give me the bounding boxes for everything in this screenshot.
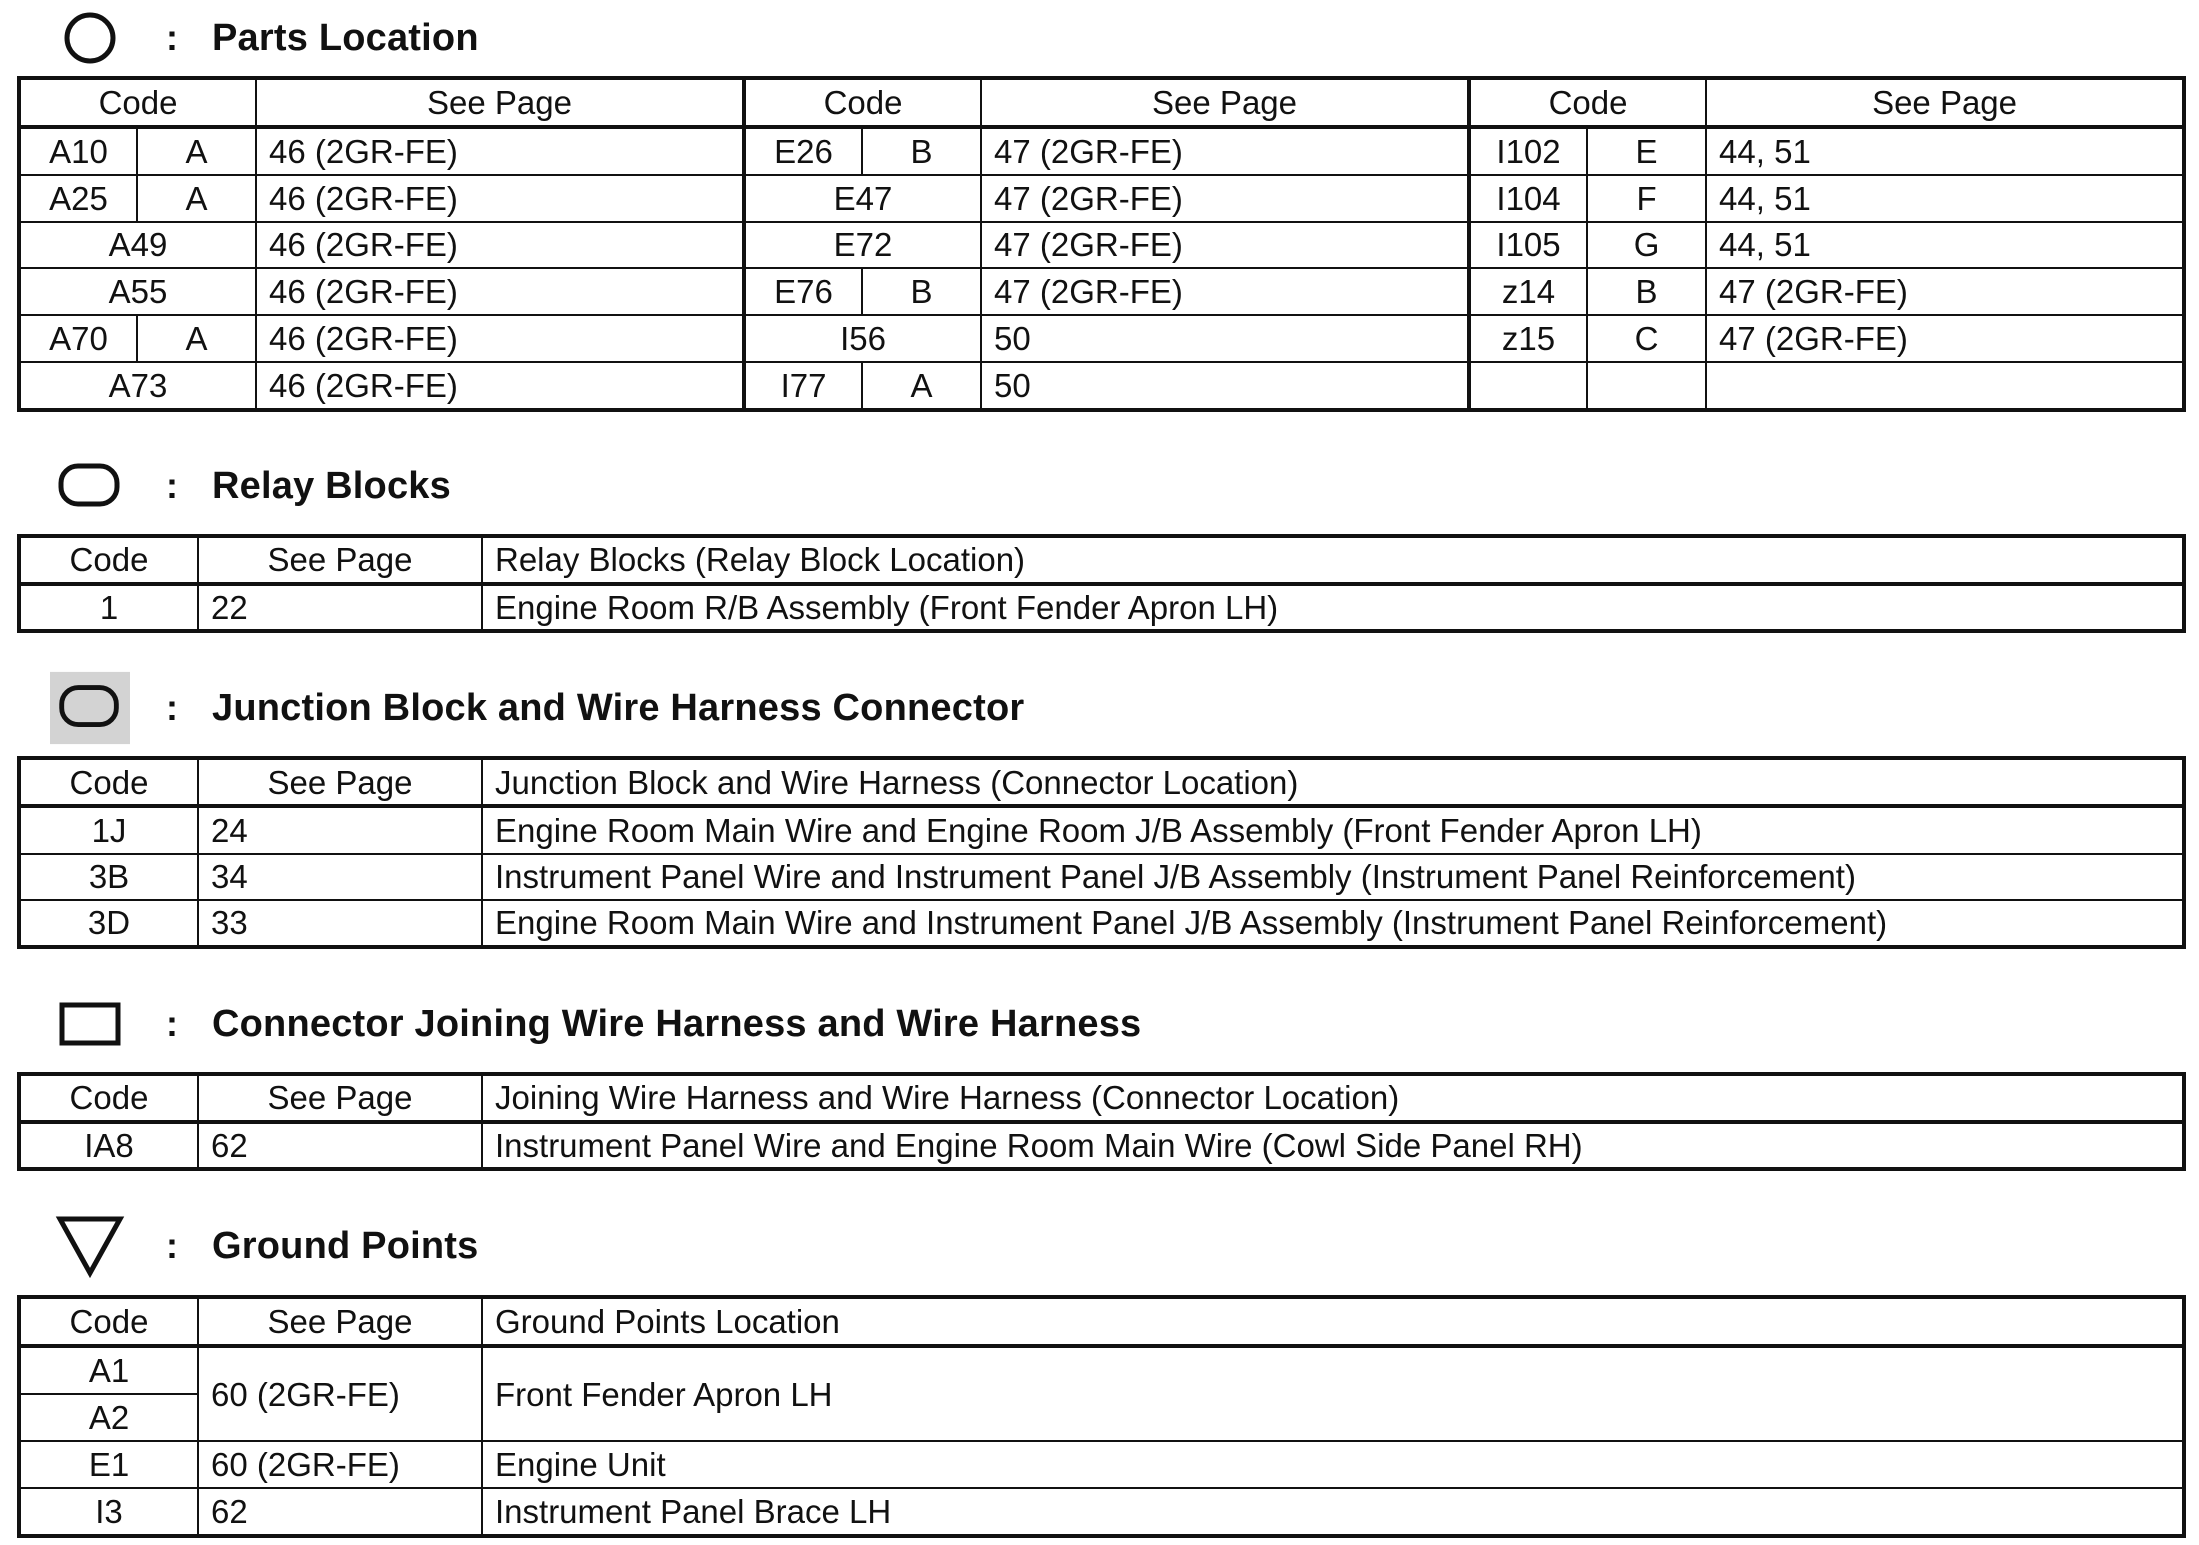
code-cell: A25 bbox=[19, 175, 137, 222]
relay-blocks-table bbox=[17, 534, 2186, 633]
heading-colon: : bbox=[166, 1003, 178, 1044]
page-cell: 47 (2GR-FE) bbox=[981, 127, 1469, 175]
page-cell: 60 (2GR-FE) bbox=[198, 1441, 482, 1488]
description-cell: Instrument Panel Wire and Instrument Panel J/B Assembly (Instrument Panel Reinforcement) bbox=[482, 854, 2184, 900]
table-row bbox=[19, 806, 2184, 853]
section-title: Relay Blocks bbox=[212, 464, 451, 507]
table-row bbox=[19, 1122, 2184, 1170]
ground-points-table bbox=[17, 1295, 2186, 1538]
heading-colon: : bbox=[166, 465, 178, 506]
header-see-page: See Page bbox=[198, 536, 482, 584]
sub-code-cell: G bbox=[1587, 222, 1706, 269]
circle-icon bbox=[50, 0, 130, 78]
header-code: Code bbox=[19, 536, 198, 584]
table-row bbox=[19, 1346, 2184, 1394]
header-code: Code bbox=[19, 78, 256, 127]
shaded-rounded-rectangle-icon bbox=[50, 668, 130, 748]
code-cell: IA8 bbox=[19, 1122, 198, 1170]
page-cell: 62 bbox=[198, 1488, 482, 1536]
header-see-page: See Page bbox=[198, 1074, 482, 1122]
junction-block-table bbox=[17, 756, 2186, 949]
header-see-page: See Page bbox=[981, 78, 1469, 127]
parts-location-table bbox=[17, 76, 2186, 412]
code-cell: A73 bbox=[19, 362, 256, 410]
table-row bbox=[19, 1488, 2184, 1536]
section-title: Junction Block and Wire Harness Connector bbox=[212, 686, 1025, 729]
table-header-row bbox=[19, 1074, 2184, 1122]
code-cell: 1J bbox=[19, 806, 198, 853]
header-description: Relay Blocks (Relay Block Location) bbox=[482, 536, 2184, 584]
heading-colon: : bbox=[166, 17, 178, 58]
code-cell: E1 bbox=[19, 1441, 198, 1488]
page-cell: 46 (2GR-FE) bbox=[256, 268, 744, 315]
page-cell: 22 bbox=[198, 584, 482, 632]
page-cell: 47 (2GR-FE) bbox=[981, 268, 1469, 315]
page-cell: 46 (2GR-FE) bbox=[256, 222, 744, 269]
code-cell: I105 bbox=[1469, 222, 1587, 269]
table-row bbox=[19, 584, 2184, 632]
joining-connector-table bbox=[17, 1072, 2186, 1171]
code-cell: A70 bbox=[19, 315, 137, 362]
page-cell: 44, 51 bbox=[1706, 175, 2184, 222]
code-cell: I56 bbox=[744, 315, 981, 362]
relay-blocks-heading bbox=[50, 446, 451, 526]
table-row bbox=[19, 1441, 2184, 1488]
header-description: Junction Block and Wire Harness (Connector Location) bbox=[482, 758, 2184, 806]
code-cell: E47 bbox=[744, 175, 981, 222]
page-cell: 60 (2GR-FE) bbox=[198, 1346, 482, 1441]
page-cell: 34 bbox=[198, 854, 482, 900]
joining-connector-heading bbox=[50, 984, 1141, 1064]
table-row bbox=[19, 268, 2184, 315]
code-cell: A1 bbox=[19, 1346, 198, 1394]
page-cell: 47 (2GR-FE) bbox=[1706, 268, 2184, 315]
header-see-page: See Page bbox=[198, 758, 482, 806]
code-cell: 1 bbox=[19, 584, 198, 632]
page-cell bbox=[1706, 362, 2184, 410]
page-cell: 46 (2GR-FE) bbox=[256, 127, 744, 175]
sub-code-cell: A bbox=[137, 175, 256, 222]
page-cell: 47 (2GR-FE) bbox=[1706, 315, 2184, 362]
table-row bbox=[19, 127, 2184, 175]
description-cell: Instrument Panel Wire and Engine Room Main Wire (Cowl Side Panel RH) bbox=[482, 1122, 2184, 1170]
table-row bbox=[19, 175, 2184, 222]
header-description: Ground Points Location bbox=[482, 1297, 2184, 1346]
code-cell: I77 bbox=[744, 362, 862, 410]
sub-code-cell: F bbox=[1587, 175, 1706, 222]
description-cell: Engine Room Main Wire and Instrument Panel J/B Assembly (Instrument Panel Reinforcement) bbox=[482, 900, 2184, 947]
table-header-row bbox=[19, 78, 2184, 127]
down-triangle-icon bbox=[50, 1206, 130, 1286]
code-cell: I102 bbox=[1469, 127, 1587, 175]
page-cell: 46 (2GR-FE) bbox=[256, 315, 744, 362]
header-code: Code bbox=[19, 1297, 198, 1346]
sub-code-cell: C bbox=[1587, 315, 1706, 362]
header-see-page: See Page bbox=[256, 78, 744, 127]
header-see-page: See Page bbox=[1706, 78, 2184, 127]
parts-location-heading bbox=[50, 0, 479, 78]
header-code: Code bbox=[19, 758, 198, 806]
section-title: Ground Points bbox=[212, 1224, 479, 1267]
code-cell: A55 bbox=[19, 268, 256, 315]
description-cell: Engine Room Main Wire and Engine Room J/B Assembly (Front Fender Apron LH) bbox=[482, 806, 2184, 853]
sub-code-cell: B bbox=[862, 127, 981, 175]
page-cell: 47 (2GR-FE) bbox=[981, 175, 1469, 222]
table-row bbox=[19, 315, 2184, 362]
page-cell: 33 bbox=[198, 900, 482, 947]
sub-code-cell: A bbox=[137, 315, 256, 362]
code-cell: z14 bbox=[1469, 268, 1587, 315]
rectangle-icon bbox=[50, 984, 130, 1064]
description-cell: Front Fender Apron LH bbox=[482, 1346, 2184, 1441]
section-title: Connector Joining Wire Harness and Wire Harness bbox=[212, 1002, 1142, 1045]
junction-block-heading bbox=[50, 668, 1024, 748]
table-header-row bbox=[19, 1297, 2184, 1346]
code-cell: I104 bbox=[1469, 175, 1587, 222]
rounded-rectangle-icon bbox=[50, 446, 130, 526]
page-cell: 50 bbox=[981, 362, 1469, 410]
code-cell: z15 bbox=[1469, 315, 1587, 362]
code-cell: A2 bbox=[19, 1394, 198, 1441]
heading-colon: : bbox=[166, 687, 178, 728]
code-cell: E26 bbox=[744, 127, 862, 175]
page-cell: 62 bbox=[198, 1122, 482, 1170]
sub-code-cell: B bbox=[862, 268, 981, 315]
page-cell: 44, 51 bbox=[1706, 222, 2184, 269]
code-cell: A49 bbox=[19, 222, 256, 269]
page-cell: 46 (2GR-FE) bbox=[256, 362, 744, 410]
header-see-page: See Page bbox=[198, 1297, 482, 1346]
table-row bbox=[19, 362, 2184, 410]
description-cell: Engine Room R/B Assembly (Front Fender Apron LH) bbox=[482, 584, 2184, 632]
table-row bbox=[19, 900, 2184, 947]
code-cell: 3B bbox=[19, 854, 198, 900]
code-cell bbox=[1469, 362, 1587, 410]
code-cell: E76 bbox=[744, 268, 862, 315]
ground-points-heading bbox=[50, 1206, 478, 1286]
table-row bbox=[19, 854, 2184, 900]
code-cell: E72 bbox=[744, 222, 981, 269]
sub-code-cell: B bbox=[1587, 268, 1706, 315]
section-title: Parts Location bbox=[212, 16, 479, 59]
header-description: Joining Wire Harness and Wire Harness (Connector Location) bbox=[482, 1074, 2184, 1122]
page-cell: 46 (2GR-FE) bbox=[256, 175, 744, 222]
code-cell: 3D bbox=[19, 900, 198, 947]
sub-code-cell: A bbox=[137, 127, 256, 175]
sub-code-cell: A bbox=[862, 362, 981, 410]
heading-colon: : bbox=[166, 1225, 178, 1266]
page-cell: 44, 51 bbox=[1706, 127, 2184, 175]
table-header-row bbox=[19, 758, 2184, 806]
table-header-row bbox=[19, 536, 2184, 584]
table-row bbox=[19, 222, 2184, 269]
page-cell: 50 bbox=[981, 315, 1469, 362]
sub-code-cell: E bbox=[1587, 127, 1706, 175]
code-cell: A10 bbox=[19, 127, 137, 175]
description-cell: Engine Unit bbox=[482, 1441, 2184, 1488]
description-cell: Instrument Panel Brace LH bbox=[482, 1488, 2184, 1536]
sub-code-cell bbox=[1587, 362, 1706, 410]
header-code: Code bbox=[744, 78, 981, 127]
code-cell: I3 bbox=[19, 1488, 198, 1536]
page-cell: 24 bbox=[198, 806, 482, 853]
header-code: Code bbox=[1469, 78, 1706, 127]
page-cell: 47 (2GR-FE) bbox=[981, 222, 1469, 269]
header-code: Code bbox=[19, 1074, 198, 1122]
